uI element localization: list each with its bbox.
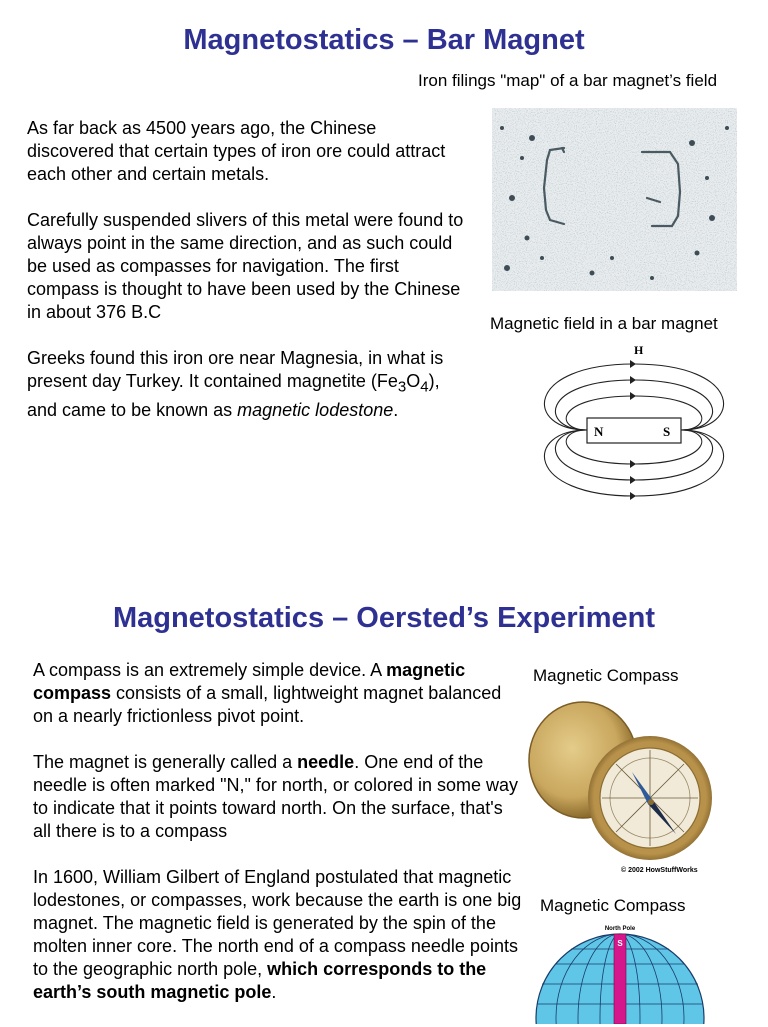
bar-magnet-field-diagram xyxy=(514,341,754,523)
slide2-text xyxy=(33,659,525,1027)
diagram-s-label: S xyxy=(663,424,671,439)
slide2-paragraph-3: In 1600, William Gilbert of England postulated that magnetic lodestones, or compasses, work because the earth is one big magnet. The magnetic field is generated by the spin of the molten inner core. The north end of a compass needle points to the geographic north pole, which corresponds to the earth’s south magnetic pole. xyxy=(33,867,522,1002)
slide1-paragraph-2: Carefully suspended slivers of this metal were found to always point in the same direction, and as such could be used as compasses for navigation. The first compass is thought to have been used by the Chinese in about 376 B.C xyxy=(27,210,464,322)
globe-pole-letter: S xyxy=(617,939,623,948)
globe-north-pole-label: North Pole xyxy=(604,926,636,932)
earth-globe-image xyxy=(534,922,706,1024)
compass-copyright: © 2002 HowStuffWorks xyxy=(621,867,698,874)
compass-caption-1: Magnetic Compass xyxy=(533,666,679,685)
diagram-n-label: N xyxy=(594,424,604,439)
slide1-paragraph-3: Greeks found this iron ore near Magnesia, in what is present day Turkey. It contained magnetite $(Fe_3O_4)$, and came to be known as magnetic lodestone. xyxy=(27,348,444,420)
iron-filings-image xyxy=(492,108,737,291)
diagram-h-label: H xyxy=(634,343,644,357)
magnetic-compass-image xyxy=(528,700,718,865)
slide2-paragraph-2: The magnet is generally called a needle. One end of the needle is often marked "N," for north, or colored in some way to indicate that it points toward north. On the surface, that's all there is to a compass xyxy=(33,752,519,841)
slide2-title: Magnetostatics – Oersted’s Experiment xyxy=(112,602,656,634)
slide1-title: Magnetostatics – Bar Magnet xyxy=(183,24,585,56)
compass-caption-2: Magnetic Compass xyxy=(540,896,686,915)
iron-filings-caption: Iron filings "map" of a bar magnet’s field xyxy=(418,71,718,90)
slide2-paragraph-1: A compass is an extremely simple device. A magnetic compass consists of a small, lightweight magnet balanced on a nearly frictionless pivot point. xyxy=(33,660,502,726)
slide1-paragraph-1: As far back as 4500 years ago, the Chinese discovered that certain types of iron ore could attract each other and certain metals. xyxy=(27,118,446,184)
slide1-text xyxy=(27,117,467,445)
field-diagram-caption: Magnetic field in a bar magnet xyxy=(490,314,718,333)
